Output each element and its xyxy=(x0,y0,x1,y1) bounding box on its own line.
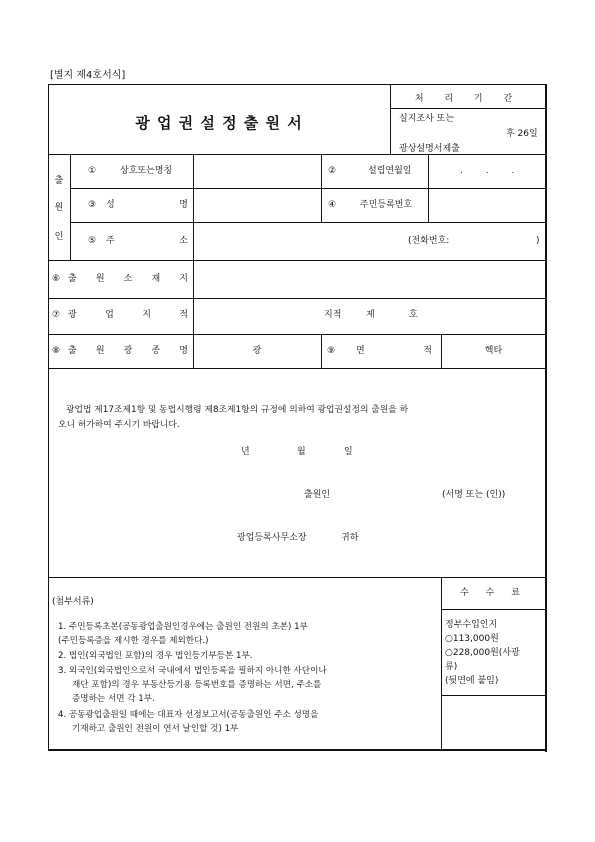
fee-header-line xyxy=(441,609,546,610)
applicant-label-2: 원 xyxy=(54,203,64,213)
field-7-label-part: 업 xyxy=(105,310,114,320)
date-year: 년 xyxy=(241,447,250,457)
attachment-item: 증명하는 서면 각 1부. xyxy=(72,694,155,704)
fee-line3: ○228,000원(사광 xyxy=(445,648,520,658)
field-9-label xyxy=(356,346,432,357)
field-6-number: ⑥ xyxy=(52,274,61,284)
cadastre-no-suffix[interactable]: 호 xyxy=(409,310,418,320)
field-3-label-part: 명 xyxy=(179,200,188,210)
name-field[interactable] xyxy=(195,190,319,220)
applicant-label-3: 인 xyxy=(54,232,64,242)
area-field[interactable]: 헥타 xyxy=(484,346,503,356)
field-5-label-part: 소 xyxy=(179,236,188,246)
field-1-number: ① xyxy=(88,166,97,176)
field-6-label xyxy=(68,274,188,285)
fee-bottom-line xyxy=(441,695,546,696)
field-7-label-part: 광 xyxy=(68,310,77,320)
field-7-number: ⑦ xyxy=(52,310,61,320)
attachment-item: 재단 포함)의 경우 부동산등기용 등록번호를 증명하는 서면, 주소를 xyxy=(72,680,322,690)
frame-shadow-bottom xyxy=(48,749,547,751)
field-2-number: ② xyxy=(328,166,337,176)
bottom-section-line xyxy=(48,577,546,578)
applicant-label-1: 출 xyxy=(54,176,64,186)
address-field[interactable] xyxy=(195,224,395,258)
field-3-label xyxy=(106,200,188,211)
cadastre-label: 지적 xyxy=(324,310,342,320)
field-5-label xyxy=(106,236,188,247)
applicant-signature-label: 출원인 xyxy=(304,490,331,500)
addressee: 광업등록사무소장 xyxy=(237,533,307,543)
field-9-label-part: 적 xyxy=(423,346,432,356)
business-name-field[interactable] xyxy=(195,156,319,186)
right-label-divider-top xyxy=(428,154,429,222)
row-line-3 xyxy=(70,222,546,223)
fee-line2: ○113,000원 xyxy=(445,634,499,644)
attachment-item: 기재하고 출원인 전원이 연서 날인할 것) 1부 xyxy=(72,724,239,734)
resident-number-field[interactable] xyxy=(430,190,544,220)
application-paragraph-line2: 오니 허가하여 주시기 바랍니다. xyxy=(58,420,180,430)
field-8-number: ⑧ xyxy=(52,346,61,356)
row-line-6 xyxy=(48,334,546,335)
processing-line2: 후 26일 xyxy=(506,129,538,139)
form-number: [별지 제4호서식] xyxy=(50,70,126,81)
label-divider xyxy=(193,154,194,368)
processing-header-line xyxy=(390,108,546,109)
phone-close: ) xyxy=(536,236,540,246)
date-day: 일 xyxy=(344,447,353,457)
field-2-label: 설립연월일 xyxy=(368,166,412,176)
field-6-label-part: 소 xyxy=(123,274,133,284)
field-3-number: ③ xyxy=(88,200,97,210)
processing-line3: 광상설명서제출 xyxy=(399,144,460,154)
field-6-label-part: 재 xyxy=(151,274,161,284)
field-7-label xyxy=(68,310,188,321)
field-9-label-part: 면 xyxy=(356,346,365,356)
field-1-label: 상호또는명칭 xyxy=(120,166,173,176)
field-7-label-part: 적 xyxy=(179,310,188,320)
attachments-header: (첨부서류) xyxy=(52,597,94,607)
field-6-label-part: 출 xyxy=(68,274,77,284)
field-5-number: ⑤ xyxy=(88,236,97,246)
fee-line1: 정부수입인지 xyxy=(445,620,498,630)
field-7-label-part: 지 xyxy=(142,310,151,320)
application-paragraph-line1: 광업법 제17조제1항 및 동법시행령 제8조제1항의 규정에 의하여 광업권설정의 출원을 하 xyxy=(66,405,409,415)
cadastre-no-prefix: 제 xyxy=(366,310,375,320)
field-3-label-part: 성 xyxy=(106,200,115,210)
field-4-label: 주민등록번호 xyxy=(360,200,413,210)
field-8-label-part: 종 xyxy=(151,346,161,356)
signature-seal-label: (서명 또는 (인)) xyxy=(442,490,506,500)
row-line-5 xyxy=(48,298,546,299)
field-8-label xyxy=(68,346,188,357)
field-8-label-part: 원 xyxy=(95,346,105,356)
date-month: 월 xyxy=(297,447,306,457)
row-line-7 xyxy=(48,368,546,369)
row-line-1 xyxy=(48,154,546,155)
establishment-date-field[interactable]: . . . xyxy=(460,166,525,176)
application-location-field[interactable] xyxy=(195,262,544,296)
group-divider xyxy=(70,154,71,260)
row-line-2 xyxy=(70,188,546,189)
phone-label: (전화번호: xyxy=(408,236,450,246)
attachment-item: 2. 법인(외국법인 포함)의 경우 법인등기부등본 1부. xyxy=(58,651,253,661)
fee-line5: (뒷면에 붙임) xyxy=(445,676,499,686)
attachment-item: 3. 외국인(외국법인으로서 국내에서 법인등록을 필하지 아니한 사단이나 xyxy=(58,666,327,676)
field-6-label-part: 지 xyxy=(179,274,188,284)
attachment-item: (주민등록증을 제시한 경우를 제외한다.) xyxy=(58,636,209,646)
processing-period-header: 처 리 기 간 xyxy=(414,94,522,104)
field-8-label-part: 광 xyxy=(123,346,133,356)
field-4-number: ④ xyxy=(328,200,337,210)
honorific: 귀하 xyxy=(341,533,359,543)
processing-line1: 실지조사 또는 xyxy=(399,114,455,124)
attachment-item: 1. 주민등록초본(공동광업출원인경우에는 출원인 전원의 초본) 1부 xyxy=(58,622,308,632)
field-9-number: ⑨ xyxy=(327,346,336,356)
field-8-label-part: 출 xyxy=(68,346,77,356)
fee-line4: 류) xyxy=(445,662,458,672)
mineral-type-field[interactable]: 광 xyxy=(252,346,262,356)
field-6-label-part: 원 xyxy=(95,274,105,284)
field-8-label-part: 명 xyxy=(179,346,188,356)
field-5-label-part: 주 xyxy=(106,236,115,246)
mid-divider-top xyxy=(321,154,322,222)
fee-header: 수 수 료 xyxy=(460,588,527,598)
row-line-4 xyxy=(48,260,546,261)
fee-divider xyxy=(441,577,442,749)
form-title: 광 업 권 설 정 출 원 서 xyxy=(135,114,303,132)
mid-divider-bottom xyxy=(321,334,322,368)
frame-shadow-right xyxy=(545,84,547,752)
attachment-item: 4. 공동광업출원일 때에는 대표자 선정보고서(공동출원인 주소 성명을 xyxy=(58,710,319,720)
